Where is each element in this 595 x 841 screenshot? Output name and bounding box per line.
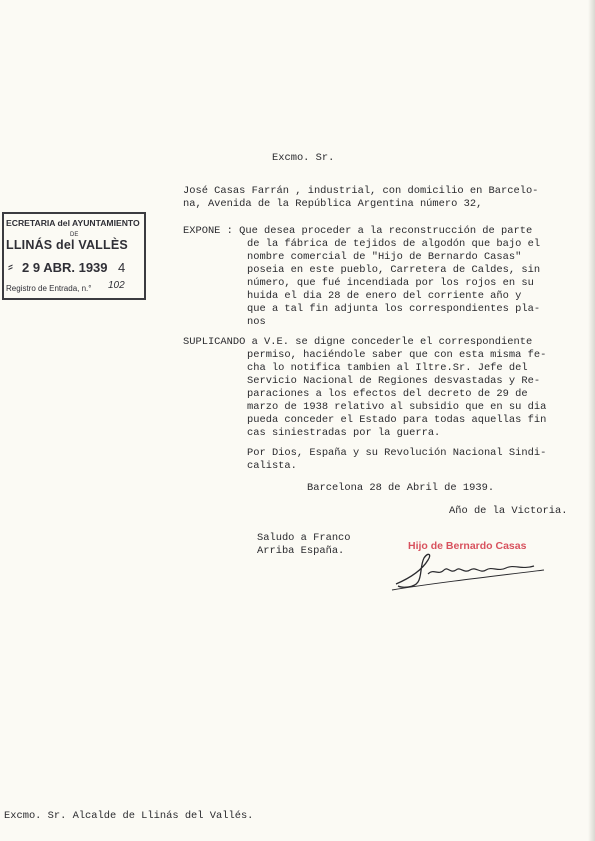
year-line: Año de la Victoria. [449,505,568,517]
registry-stamp-header: ECRETARIA del AYUNTAMIENTO [6,218,140,228]
company-stamp: Hijo de Bernardo Casas [408,540,527,552]
closing-line: calista. [247,460,297,472]
expone-line: EXPONE : Que desea proceder a la reconstrucción de parte [183,225,533,237]
registry-stamp-mark-left: ⸗ [8,258,13,275]
suplicando-line: cha lo notifica tambien al Iltre.Sr. Jefe del [247,362,528,374]
suplicando-line: Servicio Nacional de Regiones desvastadas y Re- [247,375,541,387]
expone-line: nombre comercial de "Hijo de Bernardo Casas" [247,251,522,263]
expone-line: de la fábrica de tejidos de algodón que bajo el [247,238,541,250]
intro-line: na, Avenida de la República Argentina número 32, [183,198,483,210]
closing-line: Por Dios, España y su Revolución Nacional Sindi- [247,447,547,459]
registry-stamp-number: 102 [108,280,125,291]
suplicando-line: pueda conceder el Estado para todas aquellas fin [247,414,547,426]
salutation: Excmo. Sr. [272,152,335,164]
greeting-line: Arriba España. [257,545,345,557]
suplicando-line: paraciones a los efectos del decreto de 29 de [247,388,528,400]
registry-stamp [2,212,146,300]
date-line: Barcelona 28 de Abril de 1939. [307,482,495,494]
registry-stamp-date: 2 9 ABR. 1939 [22,260,108,275]
suplicando-line: cas siniestradas por la guerra. [247,427,441,439]
addressee: Excmo. Sr. Alcalde de Llinás del Vallés. [4,810,254,822]
signature [388,548,548,592]
suplicando-line: permiso, haciéndole saber que con esta misma fe- [247,349,547,361]
expone-line: huida el dia 28 de enero del corriente año y [247,290,522,302]
expone-line: número, que fué incendiada por los rojos en su [247,277,534,289]
intro-line: José Casas Farrán , industrial, con domicilio en Barcelo- [183,185,539,197]
registry-stamp-town: LLINÁS del VALLÈS [6,238,128,252]
suplicando-line: SUPLICANDO a V.E. se digne concederle el correspondiente [183,336,533,348]
greeting-line: Saludo a Franco [257,532,351,544]
expone-line: poseia en este pueblo, Carretera de Caldes, sin [247,264,541,276]
expone-line: nos [247,316,266,328]
registry-stamp-mark-right: 4 [118,260,126,275]
suplicando-line: marzo de 1938 relativo al subsidio que en su dia [247,401,547,413]
registry-stamp-de: DE [70,232,79,238]
expone-line: que a tal fin adjunta los correspondientes pla- [247,303,541,315]
registry-stamp-entry-label: Registro de Entrada, n.° [6,284,92,293]
